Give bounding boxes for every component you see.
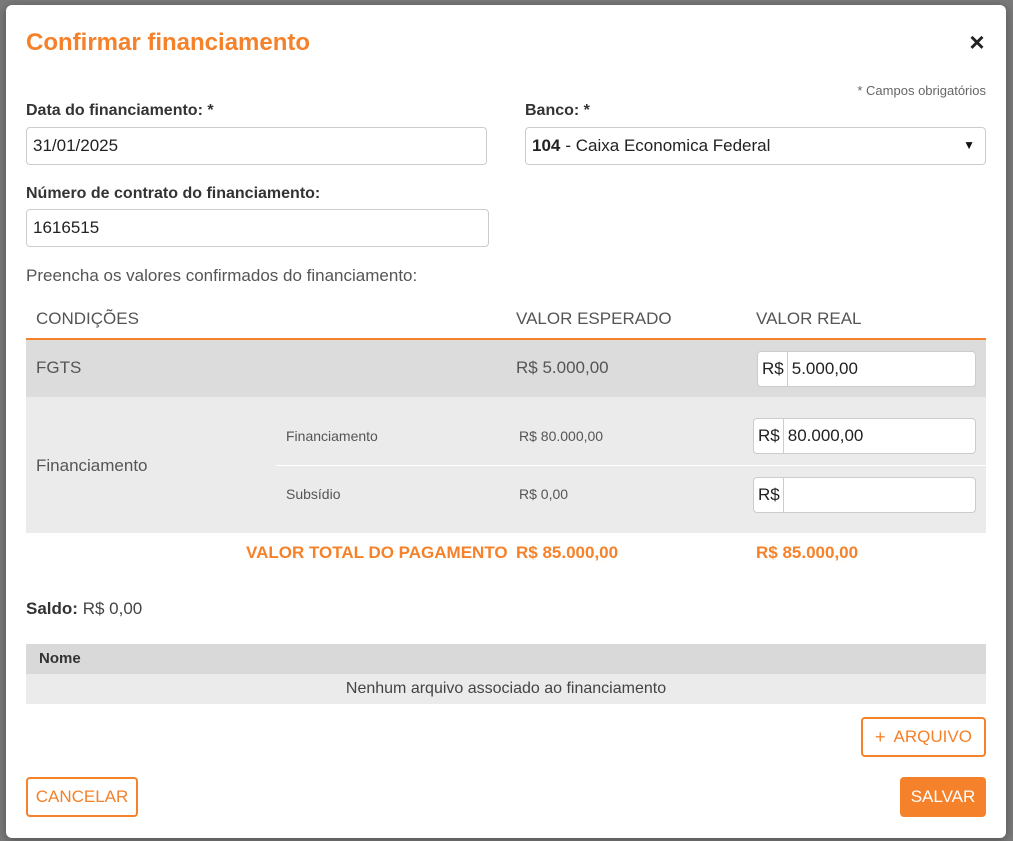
sub-subsidy-label: Subsídio [286,486,341,502]
saldo-label: Saldo: [26,599,78,618]
sub-financing-real-field[interactable] [784,419,976,453]
table-row-financing [26,397,986,533]
total-expected: R$ 85.000,00 [516,543,619,562]
fgts-label: FGTS [36,358,82,377]
close-icon[interactable]: × [969,27,985,57]
add-file-label: ARQUIVO [893,727,972,746]
files-table-header: Nome [26,644,986,674]
sub-financing-real-input[interactable] [753,418,976,454]
sub-row-divider [276,465,986,466]
date-input[interactable] [26,127,487,165]
currency-prefix: R$ [758,352,788,386]
fgts-real-input[interactable] [757,351,976,387]
caret-down-icon: ▼ [963,138,975,152]
sub-subsidy-expected: R$ 0,00 [519,486,569,502]
saldo [26,599,142,619]
bank-code: 104 [532,136,561,155]
header-conditions: CONDIÇÕES [36,309,139,328]
modal-title: Confirmar financiamento [26,29,311,56]
bank-select[interactable] [525,127,986,165]
files-empty-message: Nenhum arquivo associado ao financiamento [26,674,986,704]
plus-icon: + [875,726,886,747]
currency-prefix: R$ [754,478,784,512]
confirm-financing-modal [6,5,1006,838]
contract-label: Número de contrato do financiamento: [26,185,321,202]
table-row-fgts [26,340,986,397]
currency-prefix: R$ [754,419,784,453]
saldo-value: R$ 0,00 [82,599,143,618]
sub-subsidy-real-input[interactable] [753,477,976,513]
bank-name: - Caixa Economica Federal [565,136,771,155]
cancel-button[interactable]: CANCELAR [26,777,138,817]
fgts-real-field[interactable] [788,352,976,386]
contract-input[interactable] [26,209,489,247]
total-label: VALOR TOTAL DO PAGAMENTO [246,543,508,562]
bank-label: Banco: * [525,102,590,119]
total-real: R$ 85.000,00 [756,543,859,562]
sub-subsidy-real-field[interactable] [784,478,976,512]
add-file-button[interactable] [861,717,986,757]
header-expected: VALOR ESPERADO [516,309,672,328]
instructions-text: Preencha os valores confirmados do financiamento: [26,266,418,285]
required-fields-note: * Campos obrigatórios [857,83,986,98]
financing-label: Financiamento [36,456,148,475]
header-real: VALOR REAL [756,309,862,328]
save-button[interactable]: SALVAR [900,777,986,817]
fgts-expected: R$ 5.000,00 [516,358,609,377]
sub-financing-expected: R$ 80.000,00 [519,428,604,444]
sub-financing-label: Financiamento [286,428,378,444]
date-label: Data do financiamento: * [26,102,214,119]
